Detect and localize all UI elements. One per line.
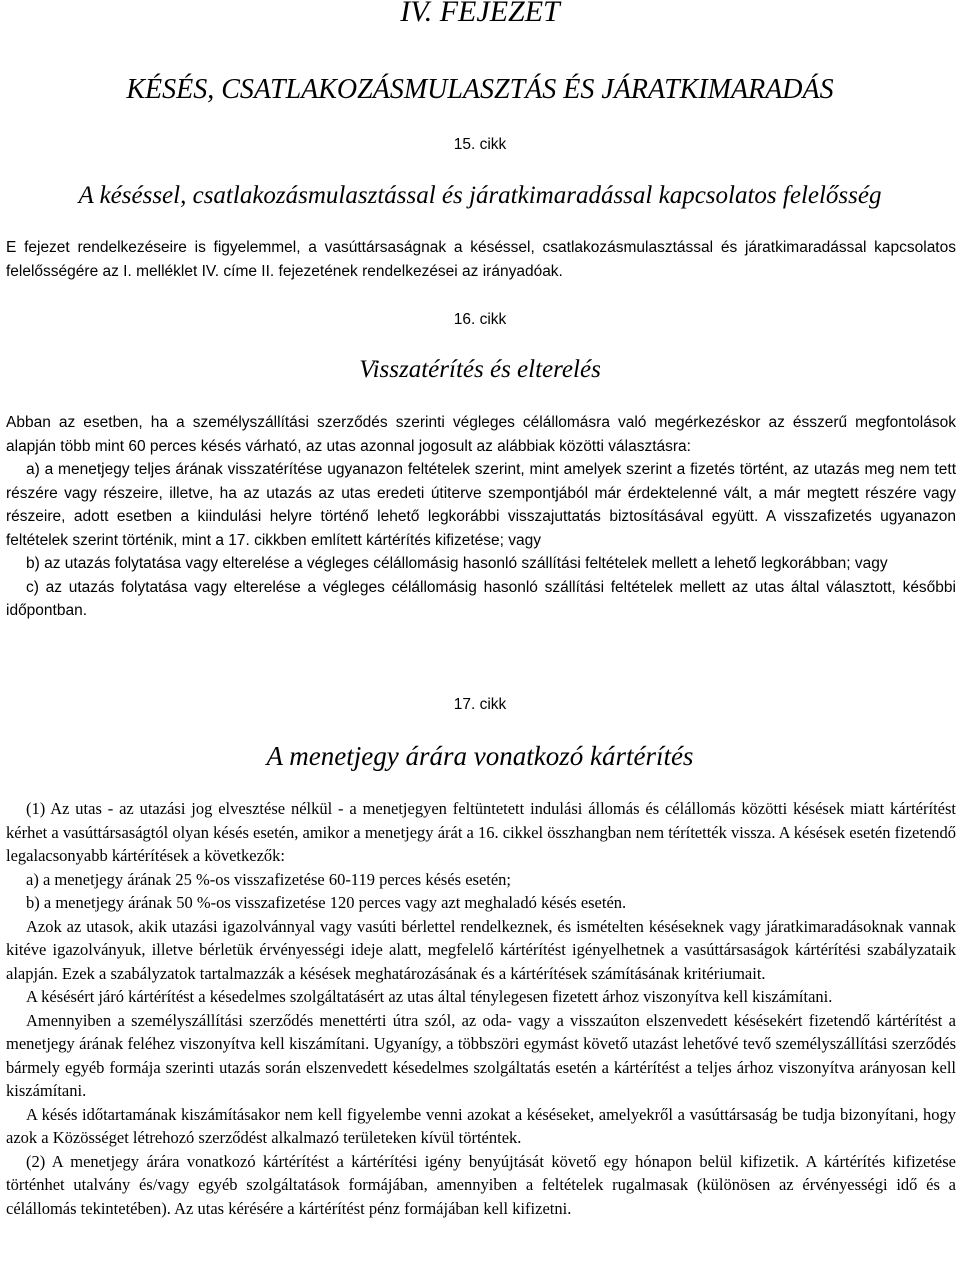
chapter-subtitle: KÉSÉS, CSATLAKOZÁSMULASZTÁS ÉS JÁRATKIMARADÁS bbox=[126, 74, 834, 105]
article-17-body bbox=[6, 797, 956, 1220]
article-15-body bbox=[6, 236, 956, 283]
article-17-paragraph-2: Azok az utasok, akik utazási igazolvánnyal vagy vasúti bérlettel rendelkeznek, és ismételten késéseknek vagy járatkimaradásoknak vannak kitéve igazolványuk, illetve bérletük érvényességi ideje alatt, megfelelő kártérítést igényelhetnek a vasúttársaságok kártérítési szabályzataik alapján. Ezek a szabályzatok tartalmazzák a késések meghatározásának és a kártérítések számításának kritériumait. bbox=[6, 916, 956, 983]
article-17-title: A menetjegy árára vonatkozó kártérítés bbox=[266, 741, 694, 771]
article-16-item-a: a) a menetjegy teljes árának visszatérítése ugyanazon feltételek szerint, mint amelyek szerint a fizetés történt, az utazás meg nem tett részére vagy részeire, illetve, ha az utazás az utas eredeti útiterve szempontjából már érdektelenné vált, a már megtett részére vagy részeire, adott esetben a kiindulási helyre történő lehető legkorábbi visszajuttatás biztosításával együtt. A visszafizetés ugyanazon feltételek szerint történik, mint a 17. cikkben említett kártérítés kifizetése; vagy bbox=[6, 461, 956, 549]
article-16-item-c: c) az utazás folytatása vagy elterelése a végleges célállomásig hasonló szállítási feltételek mellett az utas által választott, későbbi időpontban. bbox=[6, 578, 956, 619]
article-16-title: Visszatérítés és elterelés bbox=[359, 356, 601, 383]
article-17-paragraph-1-a: a) a menetjegy árának 25 %-os visszafizetése 60-119 perces késés esetén; bbox=[26, 869, 512, 889]
article-16-intro: Abban az esetben, ha a személyszállítási szerződés szerinti végleges célállomásra való megérkezéskor az ésszerű megfontolások alapján több mint 60 perces késés várható, az utas azonnal jogosult az alábbiak közötti választásra: bbox=[6, 414, 956, 455]
article-15-number: 15. cikk bbox=[453, 136, 507, 153]
article-17-paragraph-4: Amennyiben a személyszállítási szerződés menettérti útra szól, az oda- vagy a visszaúton elszenvedett késésekért fizetendő kártérítést a menetjegy árának feléhez viszonyítva kell kiszámítani. Ugyanígy, a többszöri egymást követő utazást lehetővé tevő személyszállítási szerződés bármely egyéb formája szerinti utazás során elszenvedett késedelmes szolgáltatás esetén a kártérítést a teljes árhoz viszonyítva arányosan kell kiszámítani. bbox=[6, 1010, 956, 1100]
article-17-paragraph-1-b: b) a menetjegy árának 50 %-os visszafizetése 120 perces vagy azt meghaladó késés esetén. bbox=[26, 893, 627, 912]
article-17-number: 17. cikk bbox=[453, 696, 507, 713]
article-16-item-b: b) az utazás folytatása vagy elterelése a végleges célállomásig hasonló szállítási feltételek mellett a lehető legkorábban; vagy bbox=[26, 555, 888, 572]
article-17-paragraph-5: A késés időtartamának kiszámításakor nem kell figyelembe venni azokat a késéseket, amelyekről a vasúttársaság be tudja bizonyítani, hogy azok a Közösséget létrehozó szerződést alkalmazó területeken kívül történtek. bbox=[6, 1104, 956, 1147]
article-17-paragraph-3: A késésért járó kártérítést a késedelmes szolgáltatásért az utas által ténylegesen fizetett árhoz viszonyítva kell kiszámítani. bbox=[26, 987, 833, 1006]
article-16-body bbox=[6, 411, 956, 623]
article-17-paragraph-1: (1) Az utas - az utazási jog elvesztése nélkül - a menetjegyen feltüntetett indulási állomás és célállomás közötti késések miatt kártérítést kérhet a vasúttársaságtól olyan késés esetén, amikor a menetjegy árát a 16. cikkel összhangban nem térítették vissza. A késések esetén fizetendő legalacsonyabb kártérítések a következők: bbox=[6, 799, 956, 865]
chapter-title: IV. FEJEZET bbox=[400, 0, 560, 28]
article-16-number: 16. cikk bbox=[453, 311, 507, 328]
article-17-paragraph-6: (2) A menetjegy árára vonatkozó kártérítést a kártérítési igény benyújtását követő egy hónapon belül kifizetik. A kártérítés kifizetése történhet utalvány és/vagy egyéb szolgáltatások formájában, amennyiben a feltételek rugalmasak (különösen az érvényességi idő és a célállomás tekintetében). Az utas kérésére a kártérítést pénz formájában kell kifizetni. bbox=[6, 1151, 956, 1218]
article-15-paragraph: E fejezet rendelkezéseire is figyelemmel, a vasúttársaságnak a késéssel, csatlakozásmulasztással és járatkimaradással kapcsolatos felelősségére az I. melléklet IV. címe II. fejezetének rendelkezései az irányadóak. bbox=[6, 239, 956, 280]
article-15-title: A késéssel, csatlakozásmulasztással és járatkimaradással kapcsolatos felelősség bbox=[78, 182, 882, 209]
